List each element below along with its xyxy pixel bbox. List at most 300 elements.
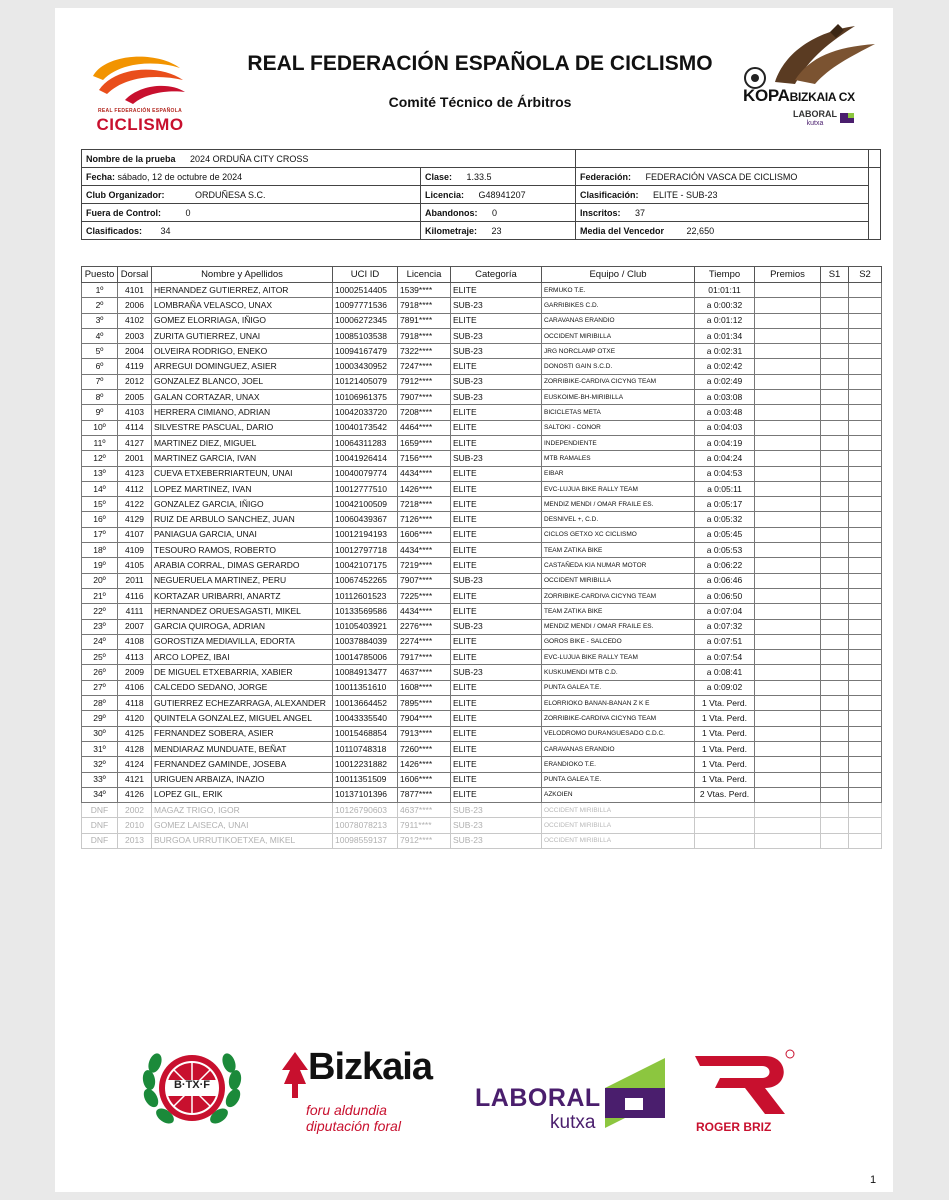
table-cell <box>755 665 821 680</box>
table-cell: 4127 <box>118 435 152 450</box>
table-cell: ELITE <box>451 481 542 496</box>
table-cell <box>849 772 882 787</box>
table-cell: ARREGUI DOMINGUEZ, ASIER <box>152 359 333 374</box>
table-row <box>82 451 882 466</box>
table-cell: ARCO LOPEZ, IBAI <box>152 650 333 665</box>
table-cell: ELITE <box>451 711 542 726</box>
table-cell: 17º <box>82 527 118 542</box>
table-cell <box>849 696 882 711</box>
table-cell: HERNANDEZ GUTIERREZ, AITOR <box>152 283 333 298</box>
table-row <box>82 787 882 802</box>
table-cell: 10042100509 <box>333 497 398 512</box>
table-cell: MTB RAMALES <box>542 451 695 466</box>
table-cell: 1426**** <box>398 757 451 772</box>
table-cell: MARTINEZ DIEZ, MIGUEL <box>152 435 333 450</box>
table-cell: 2003 <box>118 328 152 343</box>
table-cell: 2 Vtas. Perd. <box>695 787 755 802</box>
table-row <box>82 573 882 588</box>
table-cell <box>821 588 849 603</box>
table-cell <box>821 711 849 726</box>
table-cell <box>821 680 849 695</box>
table-cell: EVC-LUJUA BIKE RALLY TEAM <box>542 650 695 665</box>
table-cell: a 0:06:46 <box>695 573 755 588</box>
table-cell <box>821 604 849 619</box>
rfec-logo-caption: REAL FEDERACIÓN ESPAÑOLA <box>98 108 182 114</box>
table-cell: 4102 <box>118 313 152 328</box>
table-cell: LOMBRAÑA VELASCO, UNAX <box>152 298 333 313</box>
table-cell: NEGUERUELA MARTINEZ, PERU <box>152 573 333 588</box>
table-cell: SUB-23 <box>451 451 542 466</box>
table-cell: 2276**** <box>398 619 451 634</box>
table-cell <box>849 344 882 359</box>
table-cell: 4105 <box>118 558 152 573</box>
table-cell: 7911**** <box>398 818 451 833</box>
table-row <box>82 665 882 680</box>
table-cell: 7247**** <box>398 359 451 374</box>
table-cell: ERANDIOKO T.E. <box>542 757 695 772</box>
table-cell: MENDIZ MENDI / OMAR FRAILE ES. <box>542 619 695 634</box>
table-cell: 10011351509 <box>333 772 398 787</box>
race-name-cell: Nombre de la prueba 2024 ORDUÑA CITY CROSS <box>82 150 576 168</box>
classified-cell: Clasificados: 34 <box>82 222 421 240</box>
table-cell <box>821 543 849 558</box>
table-cell: 29º <box>82 711 118 726</box>
table-cell: 9º <box>82 405 118 420</box>
bizkaia-line1: foru aldundia <box>306 1102 387 1118</box>
table-cell: 4434**** <box>398 543 451 558</box>
table-row <box>82 328 882 343</box>
table-row <box>82 604 882 619</box>
rfec-logo <box>85 46 195 136</box>
table-cell: JRG NORCLAMP OTXE <box>542 344 695 359</box>
table-cell: ELITE <box>451 604 542 619</box>
table-cell: 10110748318 <box>333 741 398 756</box>
table-cell <box>755 757 821 772</box>
table-cell: 26º <box>82 665 118 680</box>
table-cell: 19º <box>82 558 118 573</box>
table-cell: 10078078213 <box>333 818 398 833</box>
kutxa-wordmark: kutxa <box>550 1112 596 1133</box>
table-row <box>82 313 882 328</box>
table-cell: 25º <box>82 650 118 665</box>
table-cell <box>849 711 882 726</box>
table-cell: ELITE <box>451 680 542 695</box>
table-cell: 27º <box>82 680 118 695</box>
table-cell: 10015468854 <box>333 726 398 741</box>
kopa-bizkaia-logo <box>735 22 885 137</box>
table-cell: 7904**** <box>398 711 451 726</box>
table-cell: PANIAGUA GARCIA, UNAI <box>152 527 333 542</box>
table-cell <box>821 558 849 573</box>
table-cell: 1608**** <box>398 680 451 695</box>
table-cell <box>821 833 849 848</box>
table-cell: 2º <box>82 298 118 313</box>
table-cell: 1 Vta. Perd. <box>695 696 755 711</box>
table-row <box>82 558 882 573</box>
table-cell: 3º <box>82 313 118 328</box>
table-cell: 4º <box>82 328 118 343</box>
table-cell: LOPEZ MARTINEZ, IVAN <box>152 481 333 496</box>
table-cell: 10014785006 <box>333 650 398 665</box>
table-cell: 1 Vta. Perd. <box>695 757 755 772</box>
table-cell <box>821 359 849 374</box>
distance-cell: Kilometraje: 23 <box>421 222 576 240</box>
table-cell: EUSKOIME-BH-MIRIBILLA <box>542 390 695 405</box>
table-cell: ELITE <box>451 466 542 481</box>
table-cell: CARAVANAS ERANDIO <box>542 313 695 328</box>
table-cell: 28º <box>82 696 118 711</box>
table-cell: 30º <box>82 726 118 741</box>
table-cell: 24º <box>82 634 118 649</box>
table-cell: GOROSTIZA MEDIAVILLA, EDORTA <box>152 634 333 649</box>
table-cell: CALCEDO SEDANO, JORGE <box>152 680 333 695</box>
table-cell <box>849 451 882 466</box>
table-cell: FERNANDEZ GAMINDE, JOSEBA <box>152 757 333 772</box>
table-cell: MENDIZ MENDI / OMAR FRAILE ES. <box>542 497 695 512</box>
table-cell: GUTIERREZ ECHEZARRAGA, ALEXANDER <box>152 696 333 711</box>
table-cell <box>755 543 821 558</box>
table-cell: ZURITA GUTIERREZ, UNAI <box>152 328 333 343</box>
table-cell: 7208**** <box>398 405 451 420</box>
table-cell <box>849 497 882 512</box>
table-cell: 20º <box>82 573 118 588</box>
table-cell: 1 Vta. Perd. <box>695 711 755 726</box>
table-cell: 14º <box>82 481 118 496</box>
table-cell: a 0:04:03 <box>695 420 755 435</box>
table-cell <box>755 451 821 466</box>
table-cell: 7891**** <box>398 313 451 328</box>
table-cell: a 0:01:34 <box>695 328 755 343</box>
table-cell <box>821 420 849 435</box>
table-cell: a 0:05:53 <box>695 543 755 558</box>
table-cell <box>849 757 882 772</box>
table-cell: EVC-LUJUA BIKE RALLY TEAM <box>542 481 695 496</box>
table-cell <box>821 772 849 787</box>
table-cell: a 0:07:04 <box>695 604 755 619</box>
table-cell <box>821 741 849 756</box>
table-cell: 6º <box>82 359 118 374</box>
laboral-wordmark: LABORAL <box>475 1084 601 1112</box>
table-cell: 4106 <box>118 680 152 695</box>
table-cell: DNF <box>82 818 118 833</box>
table-cell <box>755 634 821 649</box>
table-cell <box>755 466 821 481</box>
table-cell: 7º <box>82 374 118 389</box>
column-header: S1 <box>821 267 849 283</box>
table-row <box>82 711 882 726</box>
table-cell: OCCIDENT MIRIBILLA <box>542 573 695 588</box>
table-cell: 5º <box>82 344 118 359</box>
organizer-cell: Club Organizador: ORDUÑESA S.C. <box>82 186 421 204</box>
table-cell: 4125 <box>118 726 152 741</box>
table-cell: a 0:06:22 <box>695 558 755 573</box>
table-cell: 4129 <box>118 512 152 527</box>
table-cell: a 0:09:02 <box>695 680 755 695</box>
table-cell: 2007 <box>118 619 152 634</box>
table-cell <box>821 390 849 405</box>
table-cell: OCCIDENT MIRIBILLA <box>542 818 695 833</box>
table-cell: DESNIVEL +, C.D. <box>542 512 695 527</box>
table-cell: ELITE <box>451 497 542 512</box>
table-row <box>82 359 882 374</box>
table-cell: 1539**** <box>398 283 451 298</box>
table-cell: ELORRIOKO BANAN-BANAN Z K E <box>542 696 695 711</box>
table-cell: 2006 <box>118 298 152 313</box>
table-cell <box>849 527 882 542</box>
table-cell: 4108 <box>118 634 152 649</box>
table-cell: OCCIDENT MIRIBILLA <box>542 328 695 343</box>
table-cell: GONZALEZ GARCIA, IÑIGO <box>152 497 333 512</box>
table-cell: 10126790603 <box>333 803 398 818</box>
table-cell: INDEPENDIENTE <box>542 435 695 450</box>
table-cell: 4434**** <box>398 466 451 481</box>
table-cell: 34º <box>82 787 118 802</box>
federation-cell: Federación: FEDERACIÓN VASCA DE CICLISMO <box>576 168 869 186</box>
table-cell <box>755 435 821 450</box>
table-cell: 10002514405 <box>333 283 398 298</box>
table-row <box>82 833 882 848</box>
roger-briz-logo <box>690 1048 800 1138</box>
table-cell: a 0:04:19 <box>695 435 755 450</box>
table-cell: TESOURO RAMOS, ROBERTO <box>152 543 333 558</box>
table-cell: 4103 <box>118 405 152 420</box>
table-cell: 1659**** <box>398 435 451 450</box>
race-info-table <box>81 149 881 240</box>
table-cell: a 0:03:48 <box>695 405 755 420</box>
table-cell: SUB-23 <box>451 298 542 313</box>
table-cell: ELITE <box>451 543 542 558</box>
table-cell: DONOSTI GAIN S.C.D. <box>542 359 695 374</box>
table-cell: 4434**** <box>398 604 451 619</box>
table-cell <box>849 390 882 405</box>
table-cell: 7917**** <box>398 650 451 665</box>
table-cell: RUIZ DE ARBULO SANCHEZ, JUAN <box>152 512 333 527</box>
table-cell: a 0:05:45 <box>695 527 755 542</box>
table-cell: 10112601523 <box>333 588 398 603</box>
table-cell: 10012194193 <box>333 527 398 542</box>
table-cell <box>821 313 849 328</box>
table-cell: TEAM ZATIKA BIKE <box>542 604 695 619</box>
table-cell: a 0:05:17 <box>695 497 755 512</box>
results-sheet <box>55 8 893 1192</box>
table-cell: 4464**** <box>398 420 451 435</box>
table-cell <box>849 741 882 756</box>
table-cell <box>755 741 821 756</box>
column-header: Nombre y Apellidos <box>152 267 333 283</box>
table-cell: SUB-23 <box>451 818 542 833</box>
table-cell: GONZALEZ BLANCO, JOEL <box>152 374 333 389</box>
table-cell: 1 Vta. Perd. <box>695 772 755 787</box>
table-cell <box>755 696 821 711</box>
table-cell: 2009 <box>118 665 152 680</box>
table-cell: a 0:02:42 <box>695 359 755 374</box>
table-cell <box>755 772 821 787</box>
table-cell: 10121405079 <box>333 374 398 389</box>
table-cell: ELITE <box>451 558 542 573</box>
table-cell <box>821 665 849 680</box>
table-cell <box>849 405 882 420</box>
table-cell <box>821 619 849 634</box>
table-cell <box>821 451 849 466</box>
table-cell: 15º <box>82 497 118 512</box>
table-cell: 10012797718 <box>333 543 398 558</box>
table-cell: 4128 <box>118 741 152 756</box>
table-cell: ELITE <box>451 435 542 450</box>
table-row <box>82 588 882 603</box>
table-cell: 7877**** <box>398 787 451 802</box>
table-cell: SUB-23 <box>451 328 542 343</box>
table-cell: 1606**** <box>398 527 451 542</box>
table-row <box>82 420 882 435</box>
table-cell: EIBAR <box>542 466 695 481</box>
table-cell <box>849 573 882 588</box>
table-cell <box>755 405 821 420</box>
table-cell <box>849 420 882 435</box>
table-row <box>82 405 882 420</box>
table-cell: 10064311283 <box>333 435 398 450</box>
table-cell: 10040173542 <box>333 420 398 435</box>
table-cell <box>755 680 821 695</box>
table-row <box>82 466 882 481</box>
table-cell <box>849 374 882 389</box>
table-cell <box>821 374 849 389</box>
table-cell: ZORRIBIKE-CARDIVA CICYNG TEAM <box>542 711 695 726</box>
table-cell: ERMUKO T.E. <box>542 283 695 298</box>
column-header: S2 <box>849 267 882 283</box>
table-cell: 4119 <box>118 359 152 374</box>
table-cell: ELITE <box>451 512 542 527</box>
sponsor-strip <box>55 1038 893 1148</box>
table-cell: HERNANDEZ ORUESAGASTI, MIKEL <box>152 604 333 619</box>
table-cell <box>755 527 821 542</box>
table-cell: a 0:00:32 <box>695 298 755 313</box>
table-cell: 4123 <box>118 466 152 481</box>
laboral-badge-icon <box>840 113 854 123</box>
table-cell: 11º <box>82 435 118 450</box>
table-cell: SUB-23 <box>451 374 542 389</box>
table-cell: 4637**** <box>398 665 451 680</box>
table-cell: 4126 <box>118 787 152 802</box>
license-cell: Licencia: G48941207 <box>421 186 576 204</box>
table-cell: 16º <box>82 512 118 527</box>
table-cell: 33º <box>82 772 118 787</box>
table-cell: a 0:08:41 <box>695 665 755 680</box>
table-cell: ELITE <box>451 650 542 665</box>
table-cell: 2010 <box>118 818 152 833</box>
date-cell: Fecha: sábado, 12 de octubre de 2024 <box>82 168 421 186</box>
table-cell <box>755 558 821 573</box>
table-cell <box>849 665 882 680</box>
table-cell: SUB-23 <box>451 344 542 359</box>
roger-briz-text: ROGER BRIZ <box>696 1120 772 1134</box>
table-cell <box>755 818 821 833</box>
table-cell: FERNANDEZ SOBERA, ASIER <box>152 726 333 741</box>
table-cell <box>755 512 821 527</box>
table-cell: MAGAZ TRIGO, IGOR <box>152 803 333 818</box>
table-cell: ELITE <box>451 634 542 649</box>
table-cell: 2004 <box>118 344 152 359</box>
dropouts-cell: Abandonos: 0 <box>421 204 576 222</box>
table-cell <box>755 359 821 374</box>
table-cell <box>849 435 882 450</box>
table-row <box>82 344 882 359</box>
column-header: Equipo / Club <box>542 267 695 283</box>
table-cell <box>755 604 821 619</box>
table-cell <box>821 298 849 313</box>
table-cell: HERRERA CIMIANO, ADRIAN <box>152 405 333 420</box>
table-cell: 4124 <box>118 757 152 772</box>
table-cell: 13º <box>82 466 118 481</box>
table-cell: ELITE <box>451 787 542 802</box>
table-row <box>82 497 882 512</box>
table-cell: 10137101396 <box>333 787 398 802</box>
table-cell: a 0:02:49 <box>695 374 755 389</box>
table-cell: 22º <box>82 604 118 619</box>
table-cell: ELITE <box>451 283 542 298</box>
table-cell: 7918**** <box>398 328 451 343</box>
table-cell <box>755 619 821 634</box>
table-cell: 7895**** <box>398 696 451 711</box>
table-cell: 10041926414 <box>333 451 398 466</box>
table-cell: SUB-23 <box>451 803 542 818</box>
table-cell <box>849 619 882 634</box>
bizkaia-wordmark: Bizkaia <box>308 1046 432 1088</box>
table-cell <box>849 803 882 818</box>
table-cell: 10040079774 <box>333 466 398 481</box>
table-cell <box>821 696 849 711</box>
table-cell: SALTOKI - CONOR <box>542 420 695 435</box>
table-cell: GOMEZ ELORRIAGA, IÑIGO <box>152 313 333 328</box>
table-cell: MENDIARAZ MUNDUATE, BEÑAT <box>152 741 333 756</box>
table-cell <box>849 328 882 343</box>
table-cell: ELITE <box>451 313 542 328</box>
table-cell: ELITE <box>451 741 542 756</box>
table-cell <box>821 726 849 741</box>
table-cell: 4114 <box>118 420 152 435</box>
table-cell: BURGOA URRUTIKOETXEA, MIKEL <box>152 833 333 848</box>
classification-cell: Clasificación: ELITE - SUB-23 <box>576 186 869 204</box>
table-cell: 10105403921 <box>333 619 398 634</box>
laboral-small-logo: LABORAL kutxa <box>793 109 837 127</box>
table-cell <box>849 588 882 603</box>
table-cell: GARCIA QUIROGA, ADRIAN <box>152 619 333 634</box>
table-cell: 32º <box>82 757 118 772</box>
btxf-text: B·TX·F <box>173 1079 211 1091</box>
out-of-control-cell: Fuera de Control: 0 <box>82 204 421 222</box>
table-cell: a 0:05:32 <box>695 512 755 527</box>
bizkaia-line2: diputación foral <box>306 1118 401 1134</box>
table-cell <box>821 512 849 527</box>
table-cell: 2274**** <box>398 634 451 649</box>
table-cell: 8º <box>82 390 118 405</box>
table-cell: 10094167479 <box>333 344 398 359</box>
table-cell: SUB-23 <box>451 390 542 405</box>
table-cell <box>755 803 821 818</box>
table-cell <box>755 390 821 405</box>
table-cell: 7912**** <box>398 833 451 848</box>
table-cell: a 0:04:24 <box>695 451 755 466</box>
table-row <box>82 527 882 542</box>
table-cell: AZKOIEN <box>542 787 695 802</box>
table-row <box>82 390 882 405</box>
table-cell: a 0:05:11 <box>695 481 755 496</box>
table-cell <box>821 527 849 542</box>
table-cell: 4111 <box>118 604 152 619</box>
table-cell: 1606**** <box>398 772 451 787</box>
table-cell <box>755 481 821 496</box>
table-cell: 2013 <box>118 833 152 848</box>
table-cell: a 0:07:54 <box>695 650 755 665</box>
